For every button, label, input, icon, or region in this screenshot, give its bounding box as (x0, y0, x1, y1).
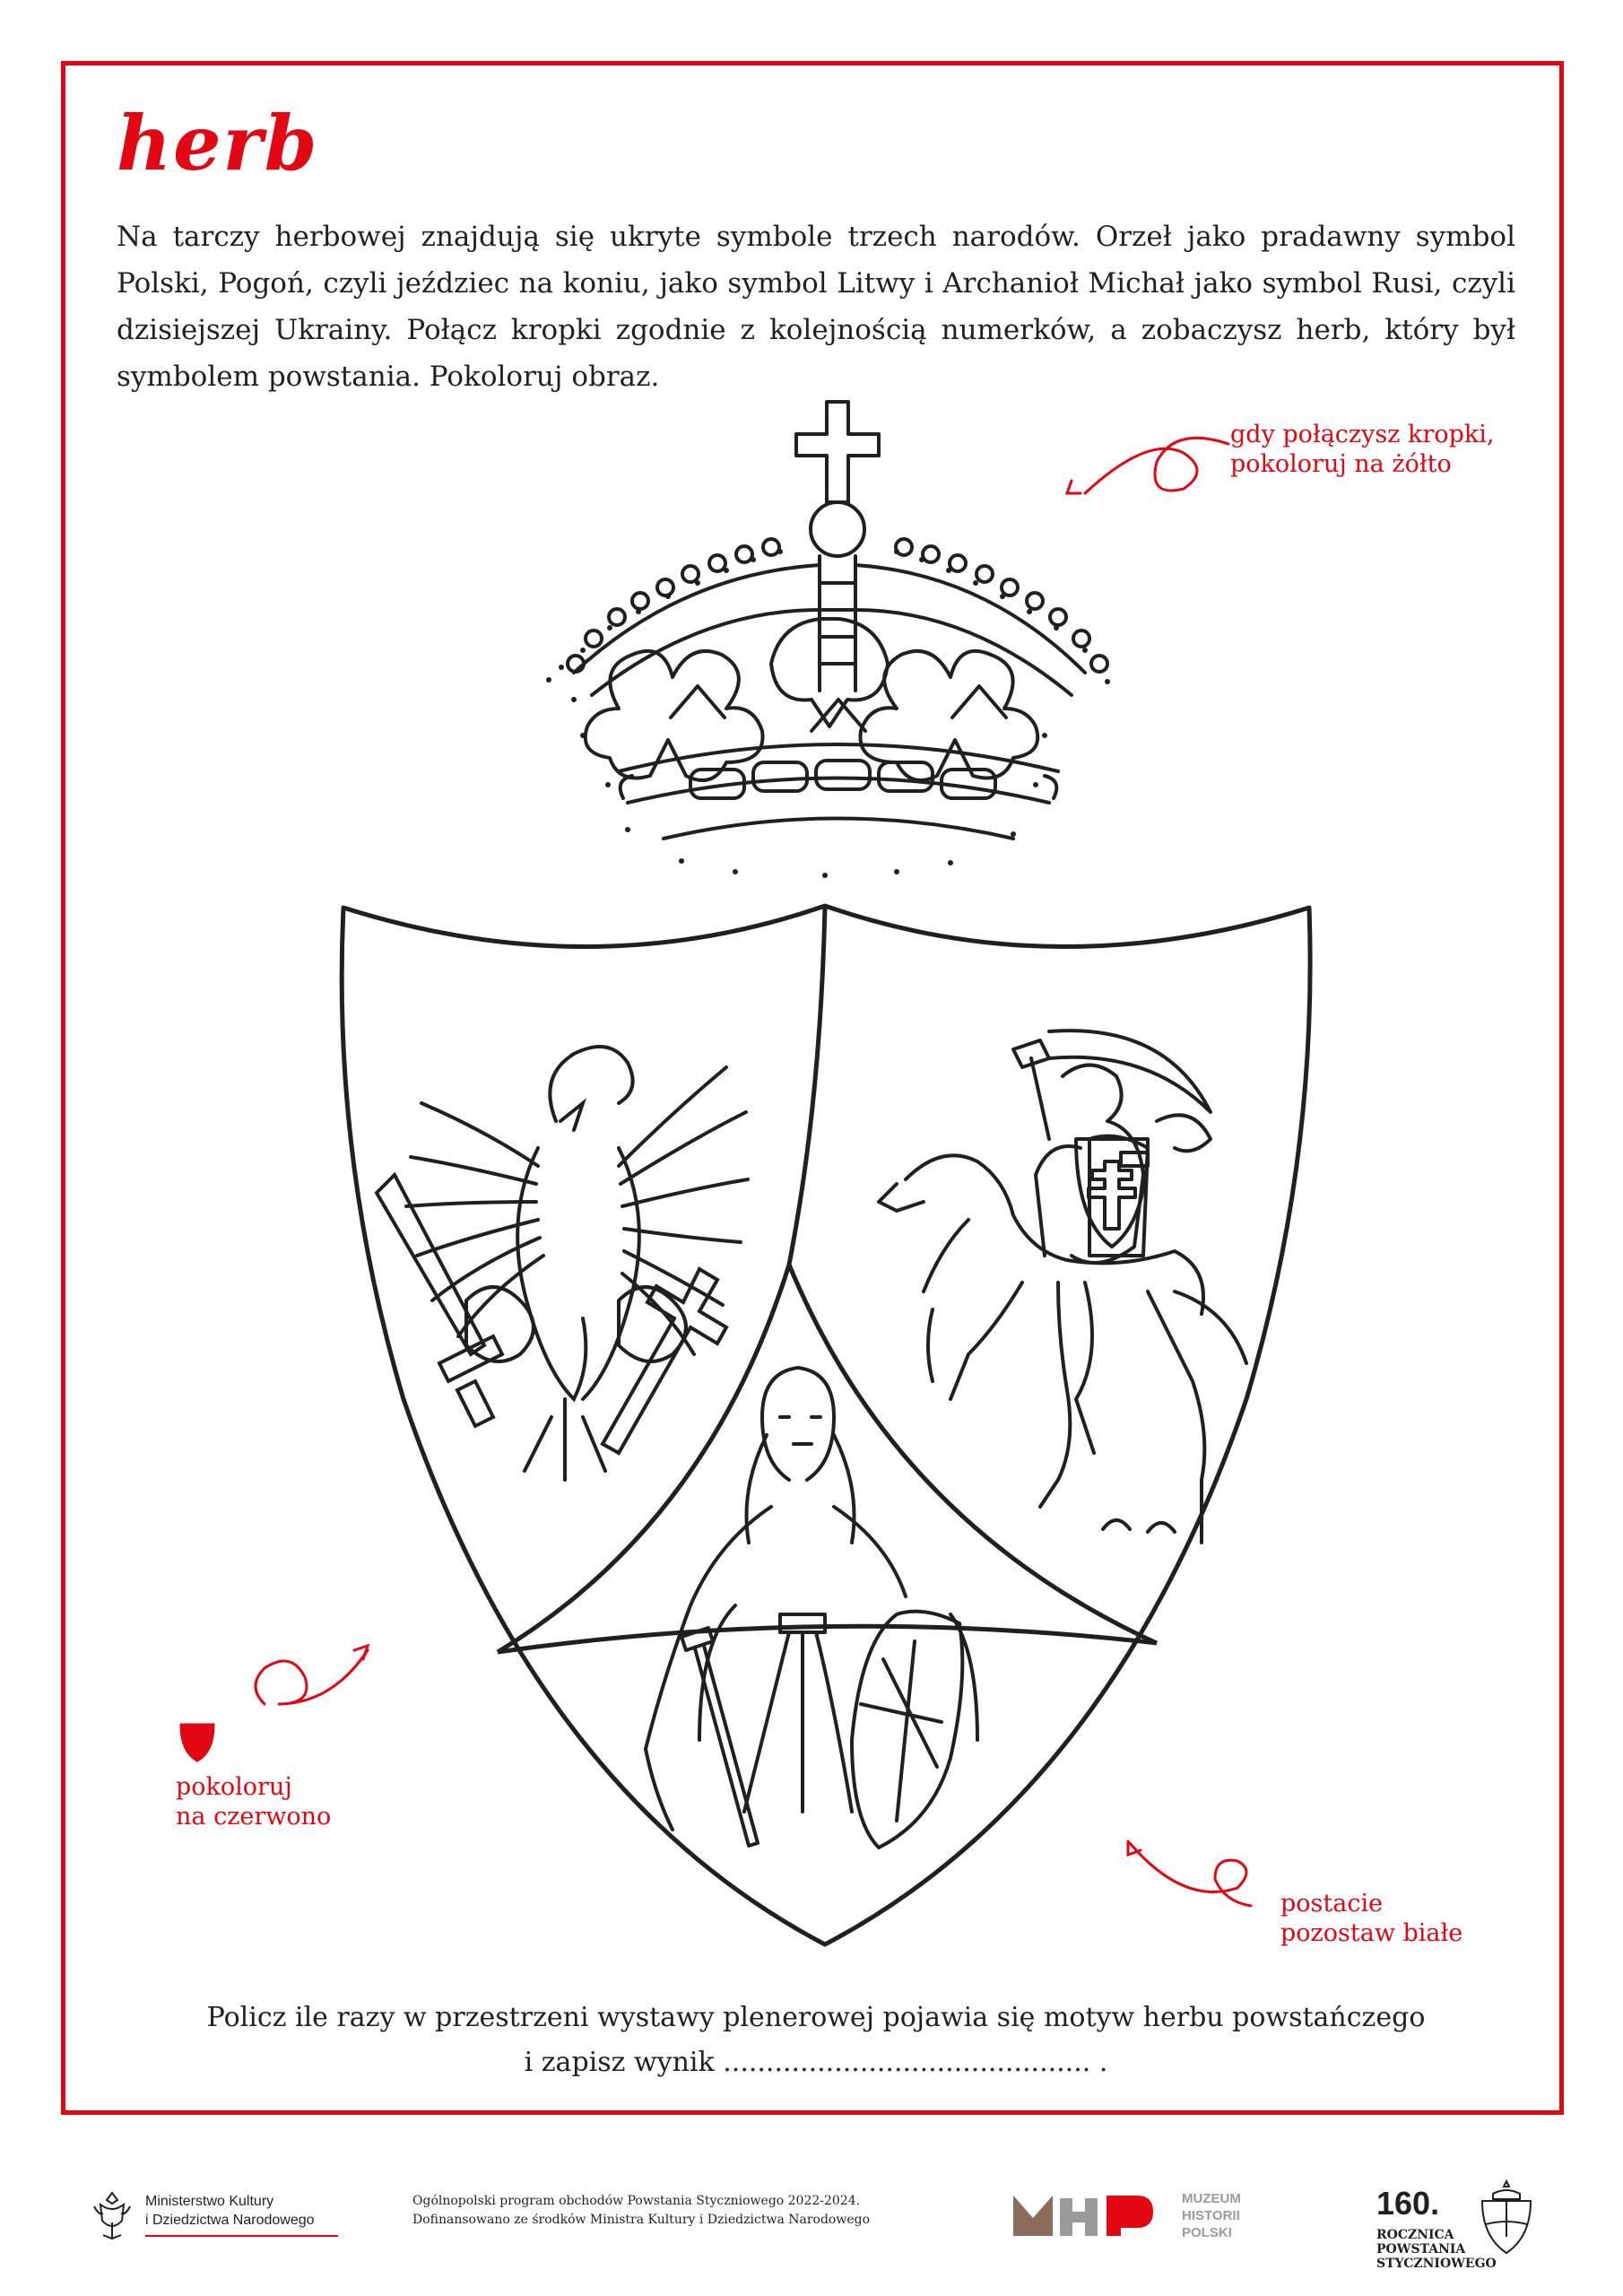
shield-note-line1: pokoloruj (176, 1773, 292, 1801)
red-shield-icon (181, 1725, 213, 1761)
ministry-line1: Ministerstwo Kultury (145, 2194, 274, 2209)
anniversary-line1: ROCZNICA (1376, 2228, 1454, 2242)
footer (0, 2170, 1623, 2278)
crown-note-line1: gdy połączysz kropki, (1230, 421, 1495, 448)
anniversary-line2: POWSTANIA (1376, 2242, 1466, 2257)
crown-arrowhead (1067, 481, 1081, 493)
crown-note-line2: pokoloruj na żółto (1230, 450, 1452, 478)
crown-note (1230, 420, 1494, 479)
archangel-drawing (646, 1368, 977, 1848)
anniversary-number: 160. (1376, 2185, 1440, 2222)
museum-name (1182, 2190, 1280, 2241)
counting-task (161, 1996, 1471, 2085)
program-line1: Ogólnopolski program obchodów Powstania Styczniowego 2022-2024. (412, 2194, 861, 2208)
shield-note (176, 1772, 331, 1831)
instructions-text: Na tarczy herbowej znajdują się ukryte symbole trzech narodów. Orzeł jako pradawny symbol Polski, Pogoń, czyli jeździec na koniu, jako symbol Litwy i Archanioł Michał jako symbol Rusi, czyli dzisiejszej Ukrainy. Połącz kropki zgodnie z kolejnością numerków, a zobaczysz herb, który był symbolem powstania. Pokoloruj obraz. (117, 221, 1515, 393)
figures-arrow (1130, 1843, 1251, 1906)
mhp-logo-icon (1013, 2187, 1175, 2240)
eagle-drawing (377, 1047, 748, 1480)
figures-note-line1: postacie (1280, 1890, 1384, 1918)
anniversary-line3: STYCZNIOWEGO (1376, 2257, 1497, 2271)
museum-line1: MUZEUM (1182, 2191, 1241, 2206)
museum-line2: HISTORII (1182, 2208, 1240, 2223)
uprising-emblem-icon (1475, 2178, 1538, 2258)
counting-task-line1: Policz ile razy w przestrzeni wystawy plenerowej pojawia się motyw herbu powstańczego (206, 2002, 1426, 2033)
ministry-line2: i Dziedzictwa Narodowego (145, 2213, 315, 2228)
ministry-underline (145, 2235, 338, 2237)
museum-logo (1013, 2187, 1241, 2244)
page-title: herb (117, 99, 319, 187)
horseman-drawing (879, 1031, 1246, 1543)
figures-note-line2: pozostaw białe (1280, 1919, 1463, 1947)
counting-task-line2: i zapisz wynik ........................................... . (524, 2047, 1108, 2078)
program-line2: Dofinansowano ze środków Ministra Kultury i Dziedzictwa Narodowego (412, 2213, 871, 2227)
shield-arrowhead (354, 1646, 368, 1659)
program-info (412, 2192, 950, 2230)
shield-outline (342, 906, 1310, 1944)
crown-arrow (1085, 438, 1228, 493)
polish-eagle-icon (90, 2188, 135, 2242)
figures-note (1280, 1889, 1462, 1948)
shield-note-line2: na czerwono (176, 1803, 332, 1831)
crown-drawing (574, 402, 1085, 839)
museum-line3: POLSKI (1182, 2225, 1232, 2240)
ministry-logo (90, 2188, 315, 2246)
ministry-name (145, 2192, 360, 2230)
shield-arrow (256, 1650, 368, 1704)
